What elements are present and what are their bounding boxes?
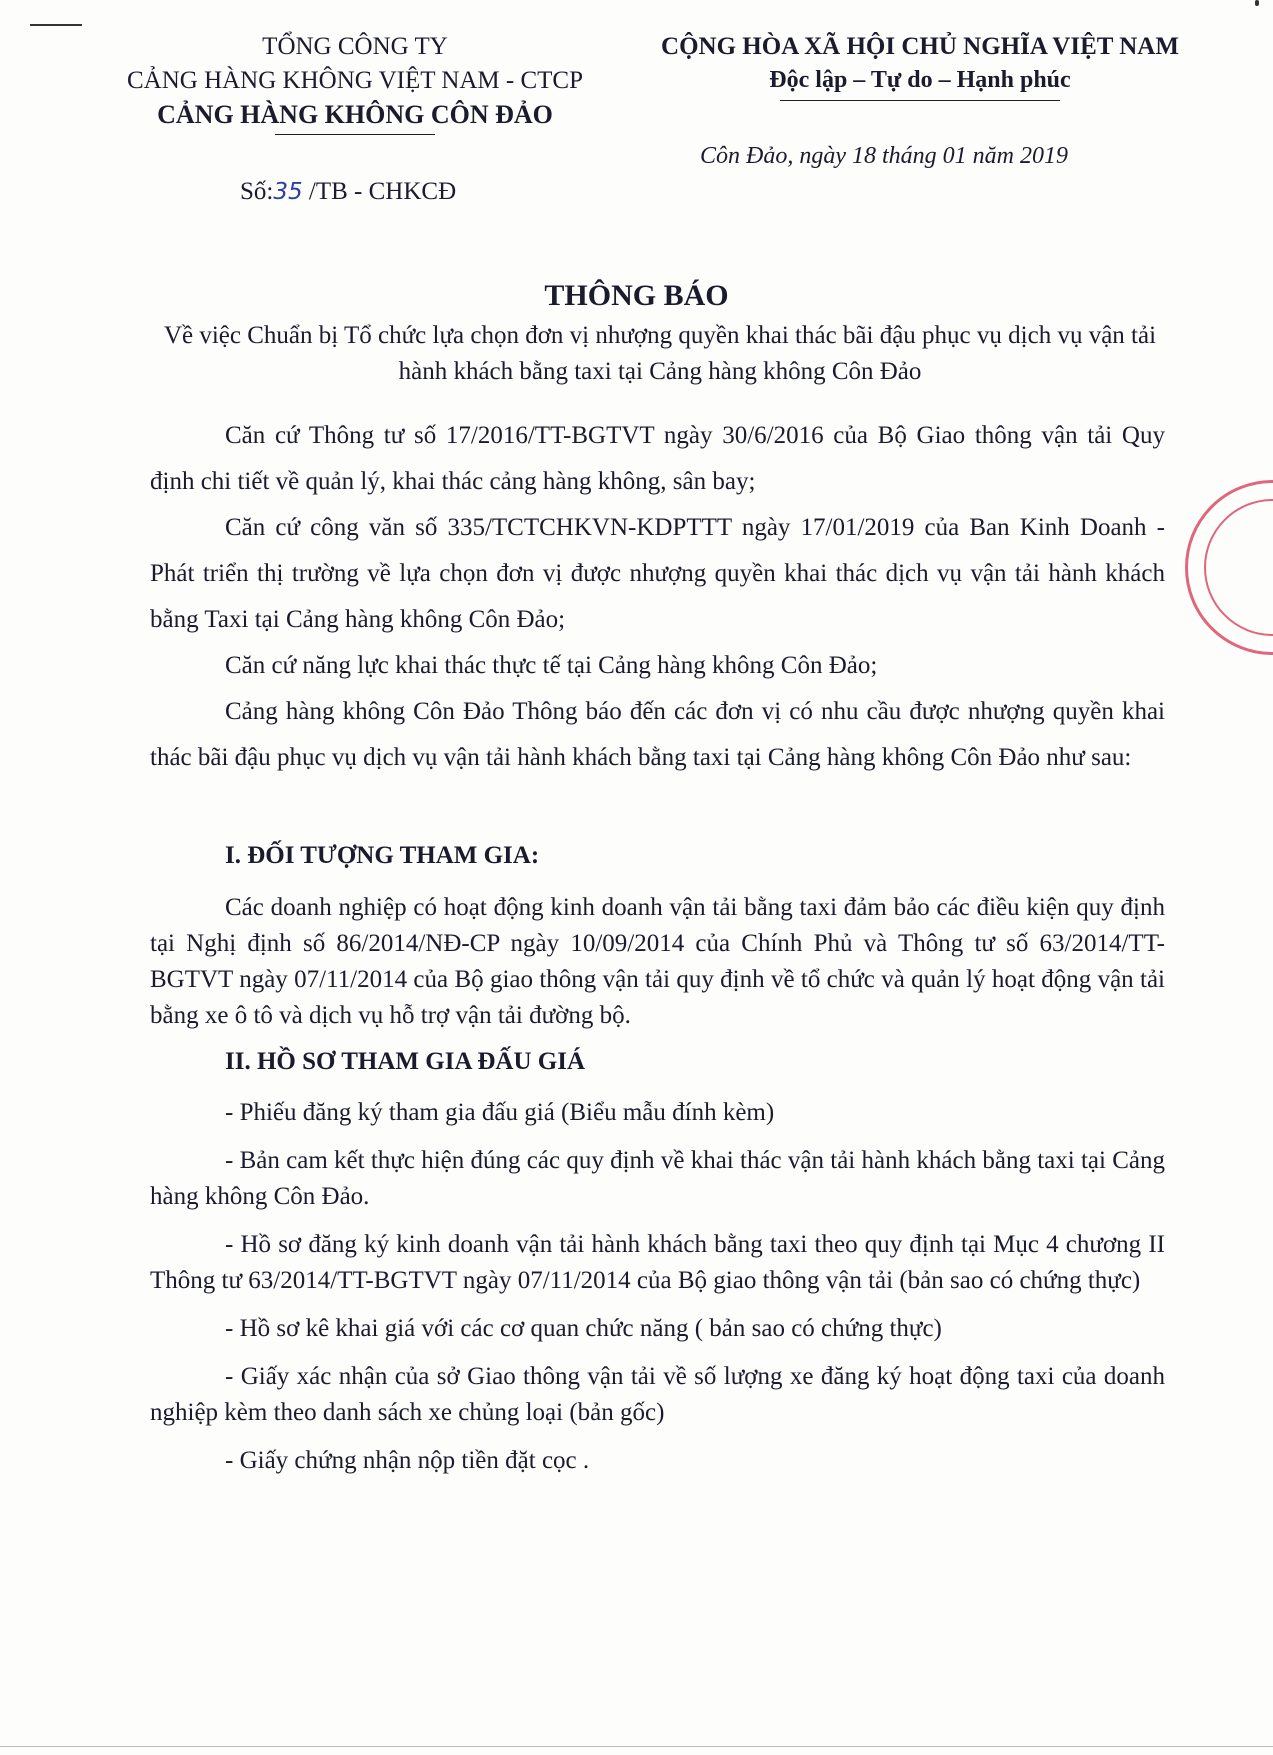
list-item: - Hồ sơ đăng ký kinh doanh vận tải hành khách bằng taxi theo quy định tại Mục 4 chương II Thông tư 63/2014/TT-BGTVT ngày 07/11/2014 của Bộ giao thông vận tải (bản sao có chứng thực) [150, 1231, 1165, 1294]
document-number-label: Số: [240, 178, 274, 205]
national-motto: Độc lập – Tự do – Hạnh phúc [769, 67, 1071, 93]
document-title: THÔNG BÁO [544, 279, 729, 312]
national-header [620, 30, 1220, 101]
scan-edge [0, 1746, 1273, 1747]
issuer-block [95, 30, 615, 135]
paragraph: Căn cứ năng lực khai thác thực tế tại Cảng hàng không Côn Đảo; [225, 652, 878, 679]
document-subtitle: Về việc Chuẩn bị Tổ chức lựa chọn đơn vị nhượng quyền khai thác bãi đậu phục vụ dịch vụ vận tải hành khách bằng taxi tại Cảng hàng không Côn Đảo [163, 322, 1157, 385]
issuer-corporation: CẢNG HÀNG KHÔNG VIỆT NAM - CTCP [126, 67, 584, 94]
section-heading: II. HỒ SƠ THAM GIA ĐẤU GIÁ [225, 1048, 586, 1075]
list-item: - Phiếu đăng ký tham gia đấu giá (Biểu mẫu đính kèm) [225, 1099, 775, 1126]
divider [275, 134, 435, 135]
paragraph: Các doanh nghiệp có hoạt động kinh doanh vận tải bằng taxi đảm bảo các điều kiện quy định tại Nghị định số 86/2014/NĐ-CP ngày 10/09/2014 của Chính Phủ và Thông tư số 63/2014/TT-BGTVT ngày 07/11/2014 của Bộ giao thông vận tải quy định về tổ chức và quản lý hoạt động vận tải bằng xe ô tô và dịch vụ hỗ trợ vận tải đường bộ. [150, 894, 1165, 1029]
list-item: - Hồ sơ kê khai giá với các cơ quan chức năng ( bản sao có chứng thực) [225, 1315, 942, 1342]
document-number-suffix: /TB - CHKCĐ [308, 178, 457, 205]
section-heading: I. ĐỐI TƯỢNG THAM GIA: [225, 842, 540, 869]
document-number-handwritten: 35 [273, 179, 303, 205]
issuer-name: CẢNG HÀNG KHÔNG CÔN ĐẢO [157, 100, 553, 129]
section-text [150, 890, 1165, 1034]
seal-stamp [1185, 480, 1273, 655]
scan-mark [30, 24, 82, 26]
issuer-parent: TỔNG CÔNG TY [262, 33, 448, 60]
list-item: - Giấy chứng nhận nộp tiền đặt cọc . [225, 1447, 590, 1474]
list-item: - Giấy xác nhận của sở Giao thông vận tải về số lượng xe đăng ký hoạt động taxi của doanh nghiệp kèm theo danh sách xe chủng loại (bản gốc) [150, 1363, 1165, 1426]
place-date: Côn Đảo, ngày 18 tháng 01 năm 2019 [700, 143, 1068, 169]
preamble [150, 413, 1165, 781]
scan-mark [1255, 0, 1259, 6]
nation-name: CỘNG HÒA XÃ HỘI CHỦ NGHĨA VIỆT NAM [661, 33, 1179, 60]
list-item: - Bản cam kết thực hiện đúng các quy định về khai thác vận tải hành khách bằng taxi tại Cảng hàng không Côn Đảo. [150, 1147, 1165, 1210]
requirements-list [150, 1095, 1165, 1479]
paragraph: Cảng hàng không Côn Đảo Thông báo đến các đơn vị có nhu cầu được nhượng quyền khai thác bãi đậu phục vụ dịch vụ vận tải hành khách bằng taxi tại Cảng hàng không Côn Đảo như sau: [150, 698, 1165, 771]
divider [780, 100, 1060, 101]
paragraph: Căn cứ công văn số 335/TCTCHKVN-KDPTTT ngày 17/01/2019 của Ban Kinh Doanh - Phát triển thị trường về lựa chọn đơn vị được nhượng quyền khai thác dịch vụ vận tải hành khách bằng Taxi tại Cảng hàng không Côn Đảo; [150, 514, 1165, 633]
seal-stamp-inner [1204, 499, 1273, 636]
paragraph: Căn cứ Thông tư số 17/2016/TT-BGTVT ngày 30/6/2016 của Bộ Giao thông vận tải Quy định chi tiết về quản lý, khai thác cảng hàng không, sân bay; [150, 422, 1165, 495]
document-number [240, 178, 456, 206]
